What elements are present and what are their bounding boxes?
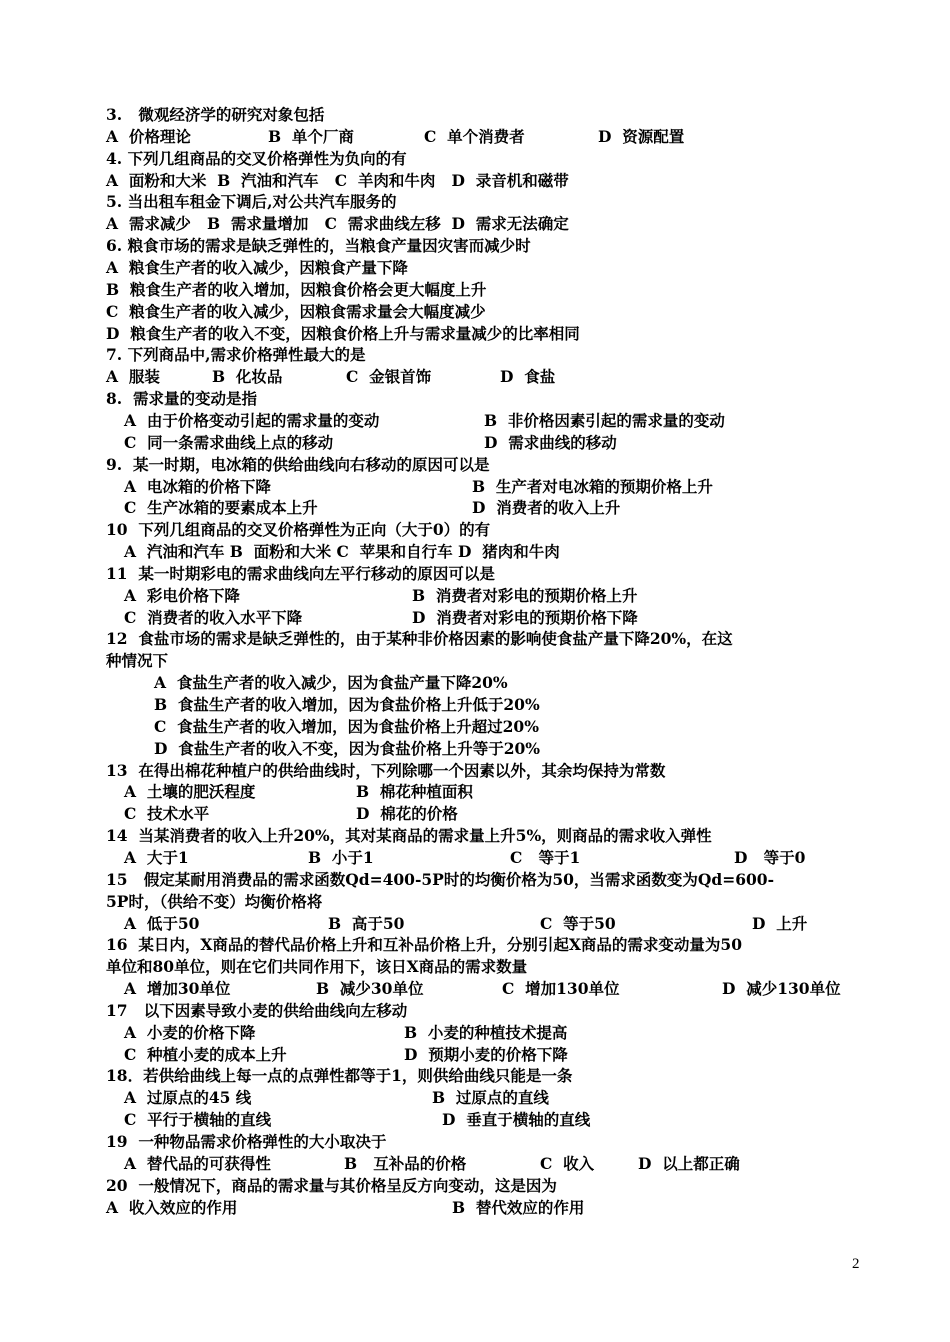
question-text: 5P时，（供给不变）均衡价格将 bbox=[106, 891, 323, 911]
question-text: B 食盐生产者的收入增加，因为食盐价格上升低于20% bbox=[154, 695, 540, 714]
option-text: D 预期小麦的价格下降 bbox=[404, 1044, 568, 1064]
question-text: 5. 当出租车租金下调后,对公共汽车服务的 bbox=[106, 192, 397, 212]
text-line bbox=[0, 694, 950, 716]
question-text: A 彩电价格下降 bbox=[124, 585, 240, 605]
question-text: 20 一般情况下，商品的需求量与其价格呈反方向变动，这是因为 bbox=[106, 1175, 557, 1195]
question-text: C 技术水平 bbox=[124, 804, 210, 824]
question-text: C 种植小麦的成本上升 bbox=[124, 1044, 287, 1064]
question-text: A 需求减少 B 需求量增加 C 需求曲线左移 D 需求无法确定 bbox=[106, 214, 569, 234]
question-text: 10 下列几组商品的交叉价格弹性为正向（大于0）的有 bbox=[106, 520, 491, 540]
text-line bbox=[0, 650, 950, 672]
text-line bbox=[0, 891, 950, 913]
text-line bbox=[0, 126, 950, 148]
option-text: B 减少30单位 bbox=[316, 979, 424, 998]
question-text: 11 某一时期彩电的需求曲线向左平行移动的原因可以是 bbox=[106, 563, 495, 583]
option-text: D 上升 bbox=[752, 913, 808, 933]
text-line bbox=[0, 366, 950, 388]
option-text: B 消费者对彩电的预期价格上升 bbox=[412, 585, 638, 605]
question-text: C 同一条需求曲线上点的移动 bbox=[124, 432, 334, 452]
option-text: D 消费者对彩电的预期价格下降 bbox=[412, 607, 638, 627]
question-text: D 粮食生产者的收入不变，因粮食价格上升与需求量减少的比率相同 bbox=[106, 323, 580, 343]
text-line bbox=[0, 628, 950, 650]
question-text: B 粮食生产者的收入增加，因粮食价格会更大幅度上升 bbox=[106, 279, 487, 299]
option-text: B 小麦的种植技术提高 bbox=[404, 1022, 568, 1042]
text-line bbox=[0, 191, 950, 213]
question-text: 18．若供给曲线上每一点的点弹性都等于1，则供给曲线只能是一条 bbox=[106, 1066, 573, 1086]
option-text: B 过原点的直线 bbox=[432, 1088, 549, 1108]
option-text: C 金银首饰 bbox=[346, 367, 432, 387]
question-text: A 增加30单位 bbox=[124, 979, 231, 998]
text-line bbox=[0, 1197, 950, 1219]
text-line bbox=[0, 454, 950, 476]
question-text: 16 某日内，X商品的替代品价格上升和互补品价格上升，分别引起X商品的需求变动量为50 bbox=[106, 935, 742, 955]
text-line bbox=[0, 1175, 950, 1197]
text-line bbox=[0, 301, 950, 323]
option-text: C 增加130单位 bbox=[502, 979, 620, 998]
option-text: C 等于50 bbox=[540, 913, 616, 933]
question-text: A 土壤的肥沃程度 bbox=[124, 782, 256, 802]
question-text: 9. 某一时期，电冰箱的供给曲线向右移动的原因可以是 bbox=[106, 454, 490, 474]
option-text: D 资源配置 bbox=[598, 126, 685, 146]
text-line bbox=[0, 803, 950, 825]
question-text: D 食盐生产者的收入不变，因为食盐价格上升等于20% bbox=[154, 738, 541, 758]
option-text: B 非价格因素引起的需求量的变动 bbox=[484, 410, 725, 430]
option-text: D 需求曲线的移动 bbox=[484, 432, 617, 452]
text-line bbox=[0, 388, 950, 410]
question-text: C 平行于横轴的直线 bbox=[124, 1110, 272, 1130]
text-line bbox=[0, 1087, 950, 1109]
option-text: B 互补品的价格 bbox=[344, 1153, 467, 1173]
question-text: C 生产冰箱的要素成本上升 bbox=[124, 498, 318, 518]
text-line bbox=[0, 760, 950, 782]
option-text: B 生产者对电冰箱的预期价格上升 bbox=[472, 476, 713, 496]
question-text: A 价格理论 bbox=[106, 126, 191, 146]
question-text: 3. 微观经济学的研究对象包括 bbox=[106, 105, 325, 124]
question-text: 12 食盐市场的需求是缺乏弹性的，由于某种非价格因素的影响使食盐产量下降20%，在这 bbox=[106, 629, 733, 649]
question-text: A 小麦的价格下降 bbox=[124, 1022, 256, 1042]
text-line bbox=[0, 170, 950, 192]
text-line bbox=[0, 956, 950, 978]
question-text: A 大于1 bbox=[124, 847, 189, 867]
page-number: 2 bbox=[852, 1256, 860, 1272]
text-line bbox=[0, 1022, 950, 1044]
text-line bbox=[0, 781, 950, 803]
text-line bbox=[0, 410, 950, 432]
text-line bbox=[0, 934, 950, 956]
question-text: A 汽油和汽车 B 面粉和大米 C 苹果和自行车 D 猪肉和牛肉 bbox=[124, 542, 560, 561]
text-line bbox=[0, 847, 950, 869]
option-text: B 单个厂商 bbox=[268, 126, 354, 146]
option-text: D 以上都正确 bbox=[638, 1153, 740, 1173]
question-text: 单位和80单位，则在它们共同作用下，该日X商品的需求数量 bbox=[106, 957, 528, 977]
question-text: C 消费者的收入水平下降 bbox=[124, 607, 303, 627]
option-text: B 高于50 bbox=[328, 913, 405, 933]
question-text: 6. 粮食市场的需求是缺乏弹性的，当粮食产量因灾害而减少时 bbox=[106, 236, 531, 256]
question-text: 种情况下 bbox=[106, 651, 169, 671]
text-line bbox=[0, 476, 950, 498]
option-text: B 棉花种植面积 bbox=[356, 782, 473, 802]
question-text: A 食盐生产者的收入减少，因为食盐产量下降20% bbox=[154, 673, 508, 693]
question-text: A 替代品的可获得性 bbox=[124, 1153, 271, 1173]
text-line bbox=[0, 1109, 950, 1131]
text-line bbox=[0, 869, 950, 891]
option-text: C 收入 bbox=[540, 1153, 595, 1173]
question-text: A 电冰箱的价格下降 bbox=[124, 476, 271, 496]
question-text: A 由于价格变动引起的需求量的变动 bbox=[124, 410, 380, 430]
option-text: C 单个消费者 bbox=[424, 126, 525, 146]
question-text: 15 假定某耐用消费品的需求函数Qd=400-5P时的均衡价格为50，当需求函数变为Qd=600- bbox=[106, 869, 775, 889]
text-line bbox=[0, 672, 950, 694]
text-line bbox=[0, 519, 950, 541]
text-line bbox=[0, 1044, 950, 1066]
text-line bbox=[0, 213, 950, 235]
question-text: 13 在得出棉花种植户的供给曲线时，下列除哪一个因素以外，其余均保持为常数 bbox=[106, 760, 666, 780]
text-line bbox=[0, 104, 950, 126]
text-line bbox=[0, 432, 950, 454]
text-line bbox=[0, 541, 950, 563]
question-text: C 粮食生产者的收入减少，因粮食需求量会大幅度减少 bbox=[106, 301, 486, 321]
text-line bbox=[0, 738, 950, 760]
text-line bbox=[0, 279, 950, 301]
question-text: 4. 下列几组商品的交叉价格弹性为负向的有 bbox=[106, 148, 407, 168]
option-text: D 等于0 bbox=[734, 847, 806, 867]
text-line bbox=[0, 1065, 950, 1087]
option-text: D 减少130单位 bbox=[722, 979, 841, 998]
text-line bbox=[0, 585, 950, 607]
question-text: A 粮食生产者的收入减少，因粮食产量下降 bbox=[106, 258, 408, 277]
question-text: 14 当某消费者的收入上升20%，其对某商品的需求量上升5%，则商品的需求收入弹性 bbox=[106, 826, 712, 846]
text-line bbox=[0, 497, 950, 519]
option-text: D 消费者的收入上升 bbox=[472, 498, 621, 518]
option-text: D 垂直于横轴的直线 bbox=[442, 1110, 591, 1130]
text-line bbox=[0, 344, 950, 366]
option-text: B 小于1 bbox=[308, 847, 374, 867]
question-text: C 食盐生产者的收入增加，因为食盐价格上升超过20% bbox=[154, 716, 539, 736]
question-text: 19 一种物品需求价格弹性的大小取决于 bbox=[106, 1132, 387, 1151]
text-line bbox=[0, 235, 950, 257]
option-text: B 替代效应的作用 bbox=[452, 1197, 585, 1217]
question-text: A 过原点的45 线 bbox=[124, 1088, 252, 1108]
text-line bbox=[0, 323, 950, 345]
text-line bbox=[0, 1153, 950, 1175]
question-text: A 服装 bbox=[106, 367, 160, 387]
text-line bbox=[0, 563, 950, 585]
text-line bbox=[0, 716, 950, 738]
option-text: B 化妆品 bbox=[212, 367, 283, 387]
question-text: A 面粉和大米 B 汽油和汽车 C 羊肉和牛肉 D 录音机和磁带 bbox=[106, 170, 569, 190]
text-line bbox=[0, 978, 950, 1000]
question-text: 7. 下列商品中,需求价格弹性最大的是 bbox=[106, 345, 366, 365]
question-text: A 低于50 bbox=[124, 913, 200, 933]
text-line bbox=[0, 257, 950, 279]
text-line bbox=[0, 148, 950, 170]
text-line bbox=[0, 607, 950, 629]
text-line bbox=[0, 913, 950, 935]
text-line bbox=[0, 1000, 950, 1022]
question-text: A 收入效应的作用 bbox=[106, 1197, 238, 1217]
text-line bbox=[0, 825, 950, 847]
question-text: 17 以下因素导致小麦的供给曲线向左移动 bbox=[106, 1000, 408, 1020]
option-text: D 棉花的价格 bbox=[356, 804, 458, 824]
option-text: C 等于1 bbox=[510, 847, 581, 867]
option-text: D 食盐 bbox=[500, 367, 556, 387]
question-text: 8. 需求量的变动是指 bbox=[106, 389, 257, 409]
text-line bbox=[0, 1131, 950, 1153]
